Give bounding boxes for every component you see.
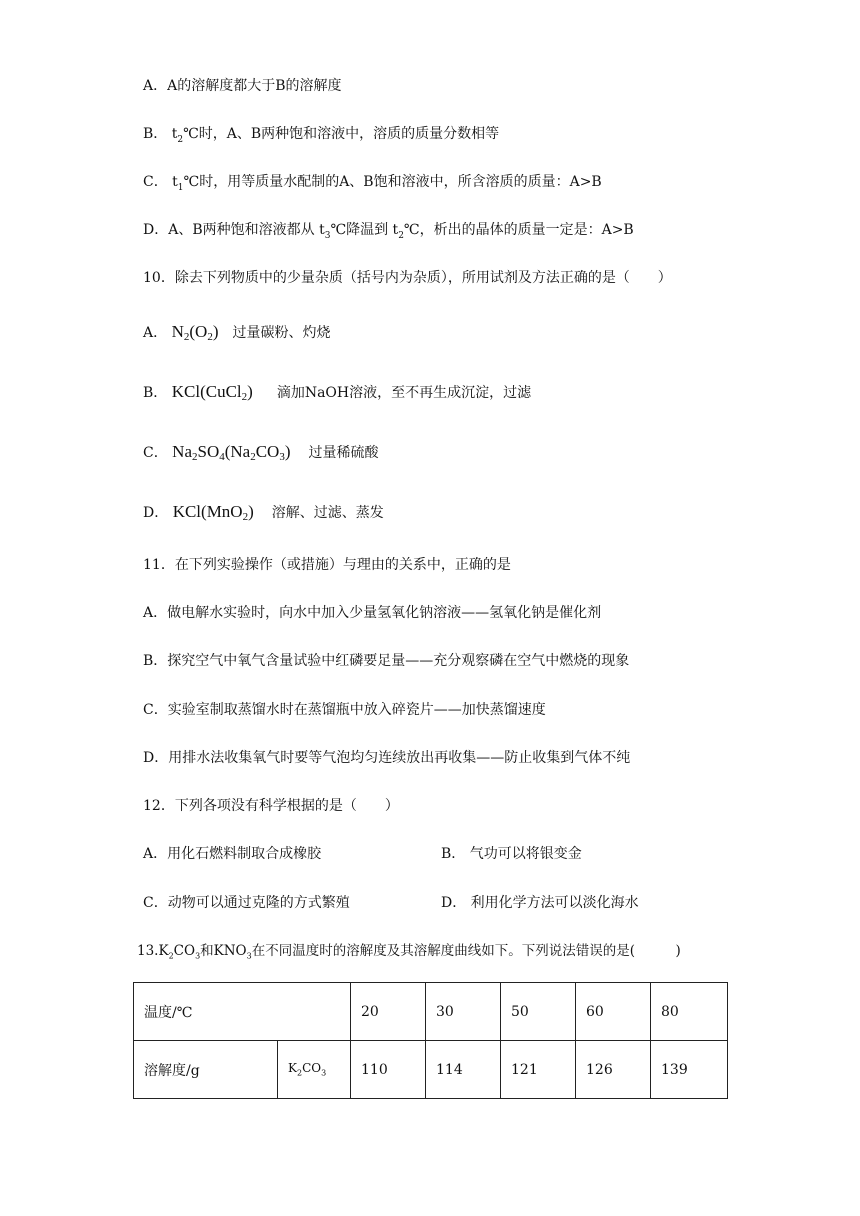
- q12-option-c: C．动物可以通过克隆的方式繁殖: [143, 895, 350, 911]
- q10-option-d: [143, 502, 384, 527]
- q10-d-label: D．: [143, 505, 169, 521]
- q9-c-pre: C． t: [143, 174, 178, 190]
- table-row-k2co3: [134, 1041, 728, 1099]
- q9-c-post: ℃时，用等质量水配制的A、B饱和溶液中，所含溶质的质量：A>B: [183, 174, 602, 190]
- q9-b-post: ℃时，A、B两种饱和溶液中，溶质的质量分数相等: [183, 126, 500, 142]
- q10-d-text: 溶解、过滤、蒸发: [271, 505, 384, 521]
- table-row-temperature: [134, 983, 728, 1041]
- q11-option-c: C．实验室制取蒸馏水时在蒸馏瓶中放入碎瓷片——加快蒸馏速度: [143, 702, 546, 718]
- q10-a-formula: $N_2(O_2)$: [171, 322, 219, 343]
- q12-stem: 12．下列各项没有科学根据的是（ ）: [143, 798, 399, 814]
- q12-option-a: A．用化石燃料制取合成橡胶: [143, 846, 322, 862]
- q10-stem: 10．除去下列物质中的少量杂质（括号内为杂质），所用试剂及方法正确的是（ ）: [143, 270, 672, 286]
- temp-header-cell: 温度/℃: [134, 983, 351, 1041]
- solubility-value-cell: 110: [351, 1041, 426, 1099]
- q12-option-b: B． 气功可以将银变金: [441, 846, 582, 862]
- q9-option-d: [143, 220, 634, 246]
- temp-cell: 80: [651, 983, 728, 1041]
- temp-cell: 50: [501, 983, 576, 1041]
- q13-stem: $13.K_2CO_3$和$KNO_3$在不同温度时的溶解度及其溶解度曲线如下。下列说法错误的是( ): [137, 943, 681, 961]
- q10-b-formula: KCl(CuCl$_2$): [171, 382, 253, 403]
- q11-option-b: B．探究空气中氧气含量试验中红磷要足量——充分观察磷在空气中燃烧的现象: [143, 653, 630, 669]
- solubility-value-cell: 121: [501, 1041, 576, 1099]
- q11-option-a: A．做电解水实验时，向水中加入少量氢氧化钠溶液——氢氧化钠是催化剂: [143, 605, 602, 621]
- q9-c-sub: 1: [177, 182, 184, 193]
- temp-cell: 30: [426, 983, 501, 1041]
- q9-option-c: [143, 172, 602, 198]
- q10-option-b: [143, 382, 531, 407]
- q9-option-b: [143, 124, 499, 150]
- q9-d-sub1: 3: [324, 230, 331, 241]
- q9-d-sub2: 2: [398, 230, 404, 241]
- q12-option-d: D． 利用化学方法可以淡化海水: [441, 895, 639, 911]
- solubility-value-cell: 139: [651, 1041, 728, 1099]
- q9-b-pre: B． t: [143, 126, 178, 142]
- solubility-value-cell: 114: [426, 1041, 501, 1099]
- q10-a-label: A．: [143, 325, 168, 341]
- q10-option-c: [143, 442, 379, 467]
- q10-d-formula: KCl(MnO$_2$): [172, 502, 254, 523]
- solubility-header-cell: 溶解度/g: [134, 1041, 278, 1099]
- q11-stem: 11．在下列实验操作（或措施）与理由的关系中，正确的是: [143, 557, 511, 573]
- q9-d-mid: ℃降温到 t: [330, 222, 399, 238]
- q9-d-post: ℃，析出的晶体的质量一定是：A>B: [403, 222, 634, 238]
- q10-c-text: 过量稀硫酸: [308, 445, 379, 461]
- solubility-table: [133, 982, 728, 1099]
- q11-option-d: D．用排水法收集氧气时要等气泡均匀连续放出再收集——防止收集到气体不纯: [143, 750, 631, 766]
- q10-b-text: 滴加NaOH溶液，至不再生成沉淀，过滤: [276, 385, 532, 401]
- solubility-value-cell: 126: [576, 1041, 651, 1099]
- temp-cell: 60: [576, 983, 651, 1041]
- q10-option-a: [143, 322, 330, 347]
- q10-c-formula: $Na_2SO_4(Na_2CO_3)$: [172, 442, 291, 463]
- q10-c-label: C．: [143, 445, 168, 461]
- temp-cell: 20: [351, 983, 426, 1041]
- q9-d-pre: D．A、B两种饱和溶液都从 t: [143, 222, 325, 238]
- substance-cell-k2co3: $K_2CO_3$: [278, 1041, 351, 1099]
- q10-b-label: B．: [143, 385, 168, 401]
- q10-a-text: 过量碳粉、灼烧: [232, 325, 331, 341]
- q9-option-a: A．A的溶解度都大于B的溶解度: [143, 78, 342, 94]
- q9-b-sub: 2: [177, 134, 184, 145]
